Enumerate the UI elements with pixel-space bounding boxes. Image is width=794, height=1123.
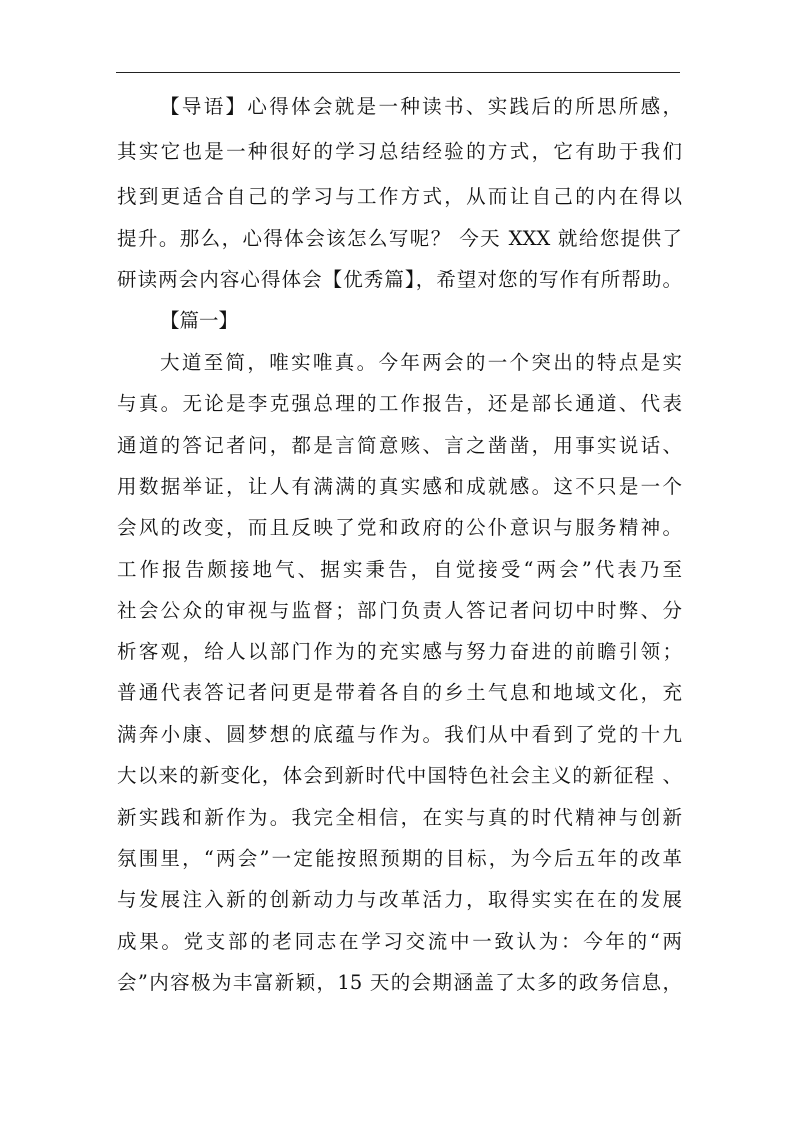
body-line: 会风的改变，而且反映了党和政府的公仆意识与服务精神。 bbox=[117, 516, 682, 539]
body-line: 普通代表答记者问更是带着各自的乡土气息和地域文化，充 bbox=[117, 681, 682, 704]
body-line: 工作报告颇接地气、据实秉告，自觉接受“两会”代表乃至 bbox=[117, 558, 682, 581]
body-line: 满奔小康、圆梦想的底蕴与作为。我们从中看到了党的十九 bbox=[117, 723, 682, 746]
intro-line: 研读两会内容心得体会【优秀篇】，希望对您的写作有所帮助。 bbox=[117, 268, 682, 291]
header-rule bbox=[116, 72, 680, 73]
body-line: 大以来的新变化，体会到新时代中国特色社会主义的新征程 、 bbox=[117, 764, 682, 787]
intro-line: 提升。那么，心得体会该怎么写呢？ 今天 XXX 就给您提供了 bbox=[117, 227, 682, 250]
intro-line: 其实它也是一种很好的学习总结经验的方式，它有助于我们 bbox=[117, 140, 682, 163]
intro-line: 【导语】心得体会就是一种读书、实践后的所思所感， bbox=[160, 95, 682, 118]
body-line: 通道的答记者问，都是言简意赅、言之凿凿，用事实说话、 bbox=[117, 434, 682, 457]
body-line: 会”内容极为丰富新颖，15 天的会期涵盖了太多的政务信息， bbox=[117, 971, 682, 994]
body-line: 用数据举证，让人有满满的真实感和成就感。这不只是一个 bbox=[117, 475, 682, 498]
body-line: 新实践和新作为。我完全相信，在实与真的时代精神与创新 bbox=[117, 806, 682, 829]
body-line: 社会公众的审视与监督；部门负责人答记者问切中时弊、分 bbox=[117, 599, 682, 622]
body-line: 与发展注入新的创新动力与改革活力，取得实实在在的发展 bbox=[117, 888, 682, 911]
body-line: 大道至简，唯实唯真。今年两会的一个突出的特点是实 bbox=[160, 351, 682, 374]
body-line: 成果。党支部的老同志在学习交流中一致认为：今年的“两 bbox=[117, 930, 682, 953]
body-line: 与真。无论是李克强总理的工作报告，还是部长通道、代表 bbox=[117, 392, 682, 415]
intro-line: 找到更适合自己的学习与工作方式，从而让自己的内在得以 bbox=[117, 185, 682, 208]
body-line: 氛围里，“两会”一定能按照预期的目标，为今后五年的改革 bbox=[117, 847, 682, 870]
body-line: 析客观，给人以部门作为的充实感与努力奋进的前瞻引领； bbox=[117, 640, 682, 663]
section-heading: 【篇一】 bbox=[160, 309, 239, 332]
